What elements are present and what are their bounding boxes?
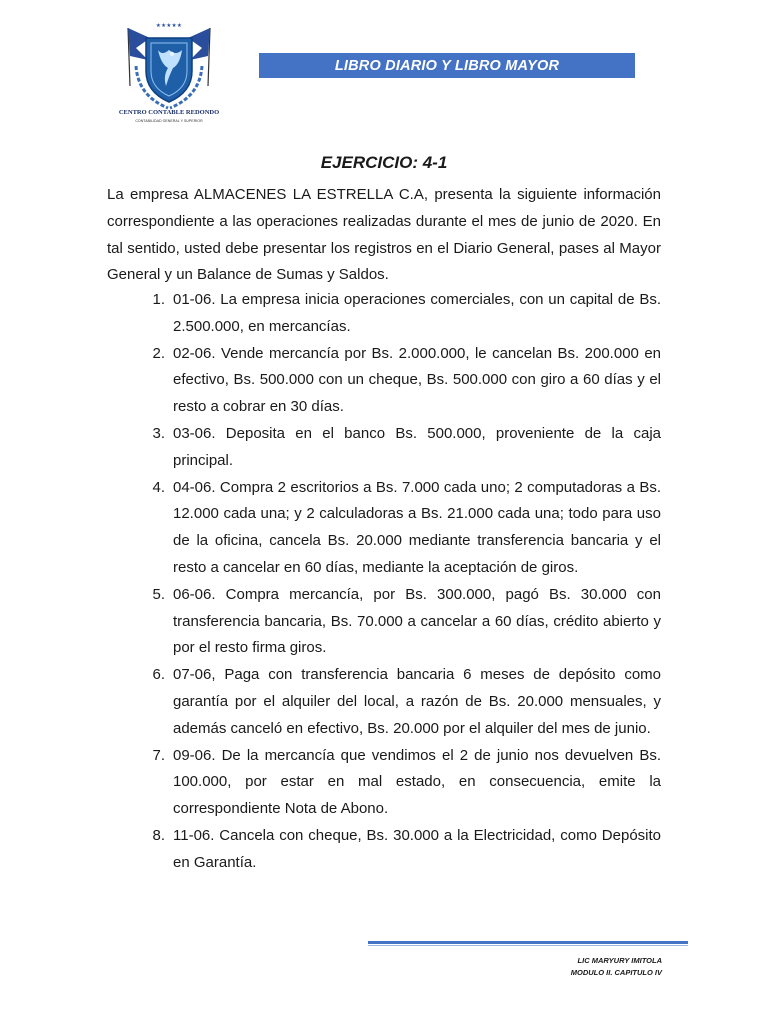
item-text: 03-06. Deposita en el banco Bs. 500.000, proveniente de la caja principal. <box>173 424 661 469</box>
list-item <box>107 287 661 341</box>
item-text: 06-06. Compra mercancía, por Bs. 300.000, pagó Bs. 30.000 con transferencia bancaria, Bs. 70.000 a cancelar a 60 días, crédito abierto y por el resto firma giros. <box>173 585 661 657</box>
item-text: 09-06. De la mercancía que vendimos el 2 de junio nos devuelven Bs. 100.000, por estar en mal estado, en consecuencia, emite la correspondiente Nota de Abono. <box>173 746 661 818</box>
list-item <box>107 421 661 475</box>
item-number: 6. <box>152 666 165 684</box>
item-text: 01-06. La empresa inicia operaciones comerciales, con un capital de Bs. 2.500.000, en mercancías. <box>173 291 661 335</box>
company-logo <box>106 16 232 128</box>
item-number: 5. <box>152 585 165 603</box>
header-bar <box>259 53 635 78</box>
list-item <box>107 582 661 662</box>
item-number: 8. <box>152 826 165 844</box>
footer-divider-shadow <box>368 945 688 946</box>
item-text: 04-06. Compra 2 escritorios a Bs. 7.000 cada uno; 2 computadoras a Bs. 12.000 cada una; y 2 calculadoras a Bs. 21.000 cada una; todo para uso de la oficina, cancela Bs. 20.000 mediante transferencia bancaria y el resto a cancelar en 60 días, mediante la aceptación de giros. <box>173 478 661 576</box>
logo-stars: ★★★★★ <box>155 23 183 29</box>
list-item <box>107 823 661 877</box>
exercise-title: EJERCICIO: 4-1 <box>320 153 448 172</box>
item-number: 4. <box>152 478 165 496</box>
footer-divider <box>368 941 688 944</box>
item-number: 7. <box>152 746 165 764</box>
logo-name: CENTRO CONTABLE REDONDO <box>118 109 220 116</box>
item-text: 11-06. Cancela con cheque, Bs. 30.000 a la Electricidad, como Depósito en Garantía. <box>173 826 661 871</box>
footer-module: MODULO II. CAPITULO IV <box>570 968 662 977</box>
intro-paragraph: La empresa ALMACENES LA ESTRELLA C.A, presenta la siguiente información correspondiente a las operaciones realizadas durante el mes de junio de 2020. En tal sentido, usted debe presentar los registros en el Diario General, pases al Mayor General y un Balance de Sumas y Saldos. <box>107 186 661 284</box>
list-item <box>107 743 661 823</box>
footer-author: LIC MARYURY IMITOLA <box>577 956 662 965</box>
item-number: 1. <box>152 291 165 308</box>
list-item <box>107 475 661 582</box>
item-text: 02-06. Vende mercancía por Bs. 2.000.000, le cancelan Bs. 200.000 en efectivo, Bs. 500.000 con un cheque, Bs. 500.000 con giro a 60 días y el resto a cobrar en 30 días. <box>173 344 661 416</box>
header-title: LIBRO DIARIO Y LIBRO MAYOR <box>334 58 560 74</box>
logo-tagline: CONTABILIDAD GENERAL Y SUPERIOR <box>135 119 203 123</box>
item-number: 3. <box>152 424 165 442</box>
list-item <box>107 662 661 742</box>
item-number: 2. <box>152 344 165 362</box>
item-text: 07-06, Paga con transferencia bancaria 6 meses de depósito como garantía por el alquiler del local, a razón de Bs. 20.000 mensuales, y además canceló en efectivo, Bs. 20.000 por el alquiler del mes de junio. <box>173 666 661 737</box>
list-item <box>107 341 661 421</box>
operations-list <box>107 287 661 877</box>
